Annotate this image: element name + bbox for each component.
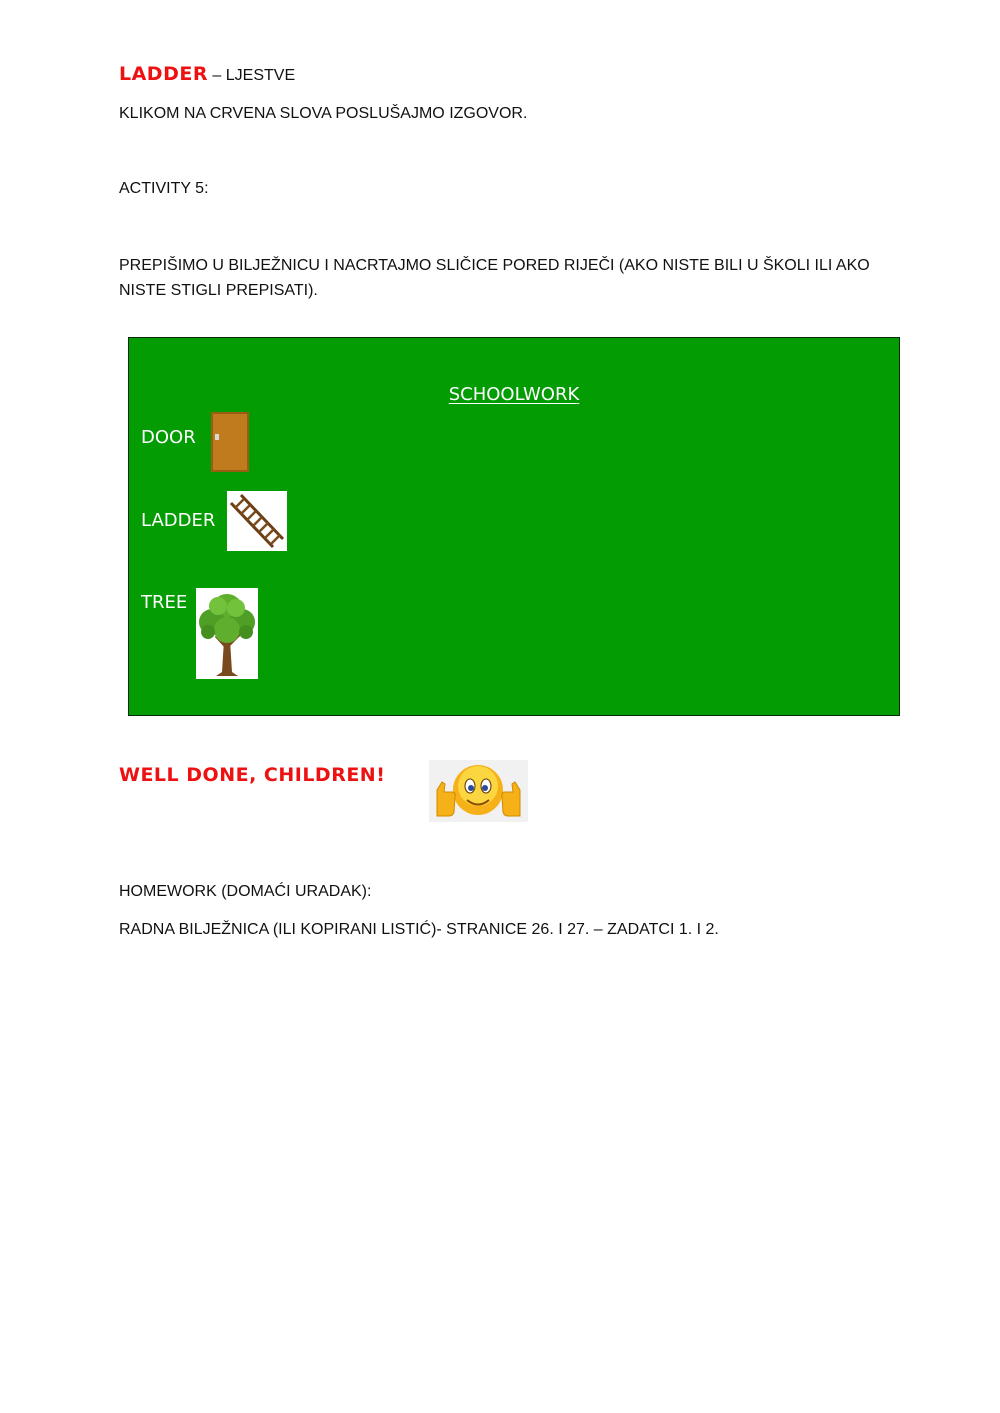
board-word-door: DOOR bbox=[141, 427, 196, 448]
board-word-tree: TREE bbox=[141, 592, 188, 613]
door-icon bbox=[211, 412, 249, 472]
copy-instruction: PREPIŠIMO U BILJEŽNICU I NACRTAJMO SLIČICE PORED RIJEČI (AKO NISTE BILI U ŠKOLI ILI AKO NISTE STIGLI PREPISATI). bbox=[119, 257, 870, 299]
schoolwork-board bbox=[128, 337, 900, 716]
board-title: SCHOOLWORK bbox=[448, 384, 580, 405]
ladder-audio-link[interactable]: LADDER bbox=[119, 63, 208, 85]
board-word-ladder: LADDER bbox=[141, 510, 216, 531]
listen-instruction: KLIKOM NA CRVENA SLOVA POSLUŠAJMO IZGOVOR. bbox=[119, 105, 528, 122]
tree-icon bbox=[196, 588, 258, 679]
homework-heading: HOMEWORK (DOMAĆI URADAK): bbox=[119, 883, 372, 900]
thumbs-up-smiley-icon bbox=[429, 760, 528, 822]
well-done-message: WELL DONE, CHILDREN! bbox=[119, 764, 386, 786]
activity-heading: ACTIVITY 5: bbox=[119, 180, 209, 197]
title-line bbox=[119, 61, 295, 89]
title-translation: – LJESTVE bbox=[207, 67, 296, 84]
ladder-icon bbox=[227, 491, 287, 551]
workbook-assignment: RADNA BILJEŽNICA (ILI KOPIRANI LISTIĆ)- STRANICE 26. I 27. – ZADATCI 1. I 2. bbox=[119, 921, 719, 938]
